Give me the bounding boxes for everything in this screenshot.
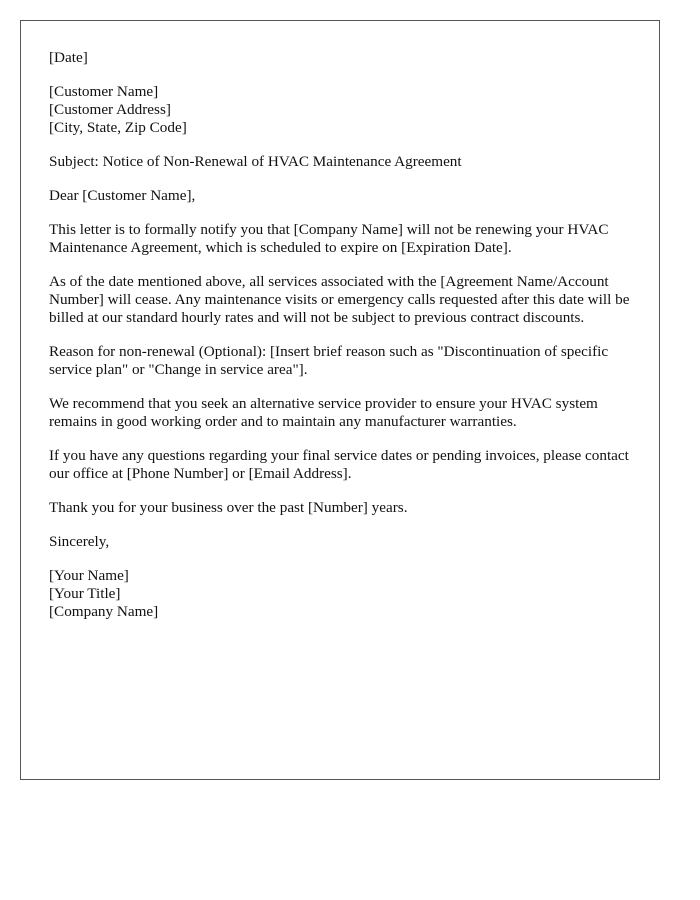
letter-date: [Date] bbox=[49, 49, 88, 66]
signature-name: [Your Name] bbox=[49, 567, 129, 584]
body-paragraph: Reason for non-renewal (Optional): [Insert brief reason such as "Discontinuation of specific service plan" or "Change in service area"]. bbox=[49, 343, 609, 378]
body-paragraph: If you have any questions regarding your final service dates or pending invoices, please contact our office at [Phone Number] or [Email Address]. bbox=[49, 447, 629, 482]
recipient-address: [Customer Address] bbox=[49, 101, 171, 118]
recipient-block bbox=[49, 83, 631, 137]
letter-salutation: Dear [Customer Name], bbox=[49, 187, 196, 204]
recipient-city-state-zip: [City, State, Zip Code] bbox=[49, 119, 187, 136]
body-paragraph: We recommend that you seek an alternative service provider to ensure your HVAC system remains in good working order and to maintain any manufacturer warranties. bbox=[49, 395, 598, 430]
body-paragraph: This letter is to formally notify you that [Company Name] will not be renewing your HVAC Maintenance Agreement, which is scheduled to expire on [Expiration Date]. bbox=[49, 221, 609, 256]
signature-company: [Company Name] bbox=[49, 603, 159, 620]
recipient-name: [Customer Name] bbox=[49, 83, 159, 100]
letter-page bbox=[20, 20, 660, 780]
signature-block bbox=[49, 567, 631, 621]
letter-subject: Subject: Notice of Non-Renewal of HVAC Maintenance Agreement bbox=[49, 153, 462, 170]
letter-closing: Sincerely, bbox=[49, 533, 110, 550]
body-paragraph: Thank you for your business over the past [Number] years. bbox=[49, 499, 408, 516]
body-paragraph: As of the date mentioned above, all services associated with the [Agreement Name/Account Number] will cease. Any maintenance visits or emergency calls requested after this date will be billed at our standard hourly rates and will not be subject to previous contract discounts. bbox=[49, 273, 630, 326]
signature-title: [Your Title] bbox=[49, 585, 121, 602]
